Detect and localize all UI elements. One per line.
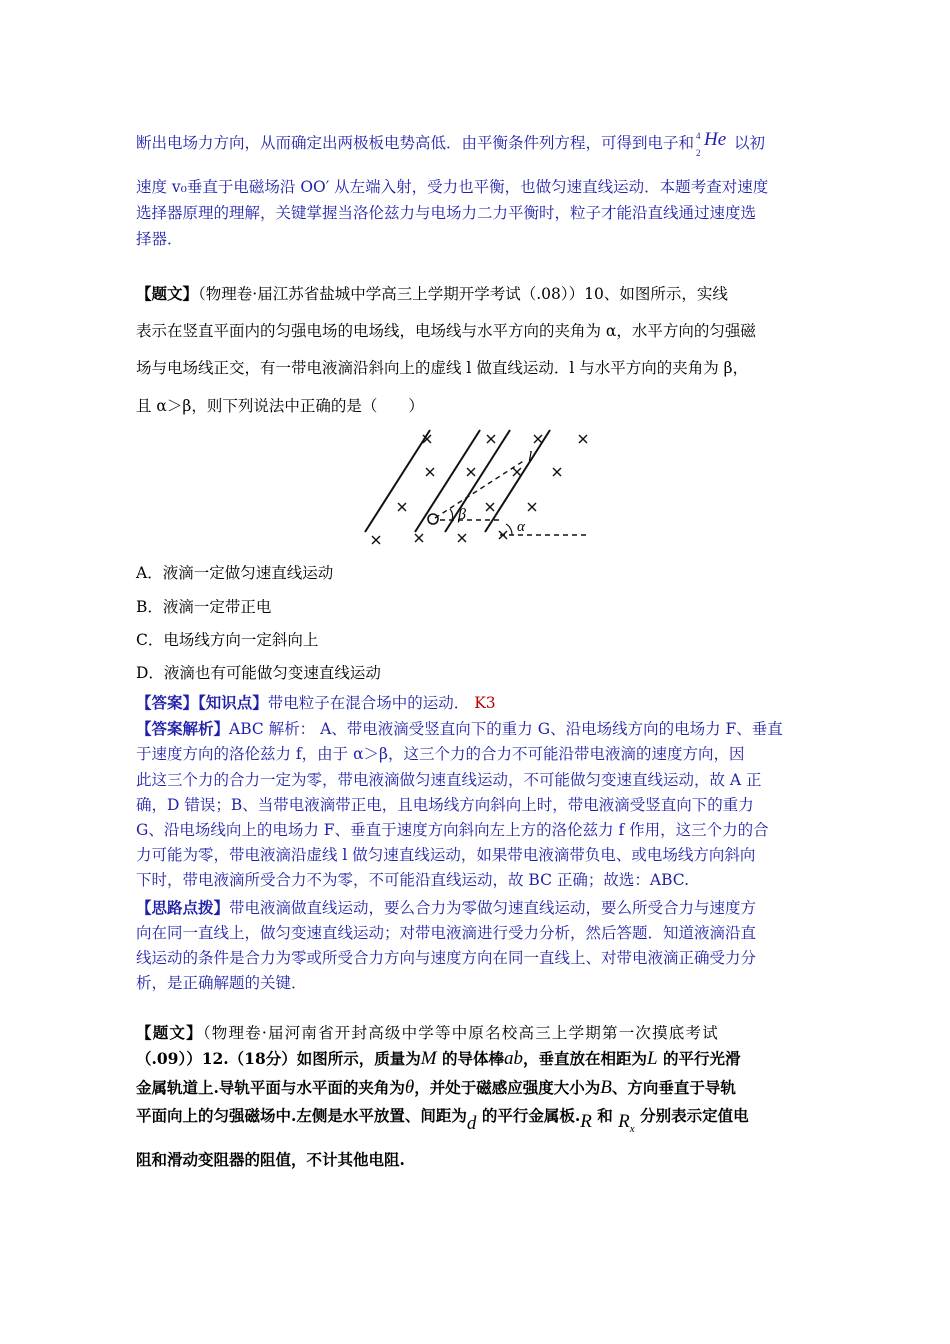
beta-arc bbox=[450, 509, 453, 520]
q12-text: 的导体棒 bbox=[442, 1049, 505, 1068]
hint-line-2: 向在同一直线上，做匀变速直线运动；对带电液滴进行受力分析，然后答题．知道液滴沿直 bbox=[136, 924, 757, 942]
field-symbol: B bbox=[600, 1077, 612, 1098]
q10-source: （物理卷·届江苏省盐城中学高三上学期开学考试（.08））10、如图所示，实线 bbox=[198, 285, 728, 303]
alpha-arc bbox=[506, 524, 512, 535]
label-alpha: α bbox=[517, 519, 525, 535]
analysis-text: 断出电场力方向，从而确定出两极板电势高低．由平衡条件列方程，可得到电子和 bbox=[136, 134, 695, 152]
element-symbol: He bbox=[704, 129, 727, 150]
q12-text: 、方向垂直于导轨 bbox=[611, 1078, 736, 1097]
explain-line-2: 于速度方向的洛伦兹力 f，由于 α＞β，这三个力的合力不可能沿带电液滴的速度方向，因 bbox=[136, 745, 745, 763]
analysis-line-4: 择器． bbox=[136, 230, 183, 248]
explain-text: ABC 解析： A、带电液滴受竖直向下的重力 G、沿电场线方向的电场力 F、垂直 bbox=[229, 720, 783, 738]
explain-line-4: 确，D 错误；B、当带电液滴带正电，且电场线方向斜向上时，带电液滴受竖直向下的重力 bbox=[136, 796, 754, 814]
q10-line-2: 表示在竖直平面内的匀强电场的电场线，电场线与水平方向的夹角为 α，水平方向的匀强磁 bbox=[136, 322, 756, 340]
field-line bbox=[415, 430, 480, 532]
hint-text: 带电液滴做直线运动，要么合力为零做匀速直线运动，要么所受合力与速度方 bbox=[229, 899, 757, 917]
helium-nuclide bbox=[694, 129, 734, 158]
hint-line-4: 析，是正确解题的关键． bbox=[136, 974, 307, 992]
answer-line bbox=[136, 693, 496, 713]
option-c: C．电场线方向一定斜向上 bbox=[136, 631, 319, 649]
atomic-number: 2 bbox=[696, 148, 701, 158]
q12-line-4 bbox=[136, 1106, 749, 1133]
q10-line-4: 且 α＞β，则下列说法中正确的是（ ） bbox=[136, 397, 424, 415]
field-line bbox=[485, 430, 550, 532]
q12-text: （.09））12.（18分）如图所示，质量为 bbox=[136, 1049, 421, 1068]
field-diagram bbox=[360, 425, 600, 550]
knowledge-code: K3 bbox=[474, 694, 496, 712]
explain-line-5: G、沿电场线向上的电场力 F、垂直于速度方向斜向左上方的洛伦兹力 f 作用，这三个力的合 bbox=[136, 821, 769, 839]
q10-line-3: 场与电场线正交，有一带电液滴沿斜向上的虚线 l 做直线运动．l 与水平方向的夹角为 β， bbox=[136, 359, 749, 377]
analysis-line-3: 选择器原理的理解，关键掌握当洛伦兹力与电场力二力平衡时，粒子才能沿直线通过速度选 bbox=[136, 204, 757, 222]
option-d: D．液滴也有可能做匀变速直线运动 bbox=[136, 664, 381, 682]
analysis-line-2: 速度 v₀垂直于电磁场沿 OO′ 从左端入射，受力也平衡，也做匀速直线运动．本题考查对速度 bbox=[136, 178, 769, 196]
mass-number: 4 bbox=[696, 131, 701, 141]
option-a: A．液滴一定做匀速直线运动 bbox=[136, 564, 334, 582]
q12-text: ，并处于磁感应强度大小为 bbox=[414, 1078, 601, 1097]
q12-line-3 bbox=[136, 1078, 736, 1098]
explain-line-6: 力可能为零，带电液滴沿虚线 l 做匀速直线运动，如果带电液滴带负电、或电场线方向斜向 bbox=[136, 846, 756, 864]
q12-title-tag: 【题文】 bbox=[136, 1023, 203, 1042]
q12-text: 平面向上的匀强磁场中.左侧是水平放置、间距为 bbox=[136, 1106, 467, 1125]
magnetic-crosses bbox=[372, 435, 587, 544]
angle-symbol: θ bbox=[404, 1077, 415, 1098]
rx-symbol bbox=[618, 1111, 635, 1135]
field-line bbox=[445, 430, 510, 532]
droplet bbox=[428, 514, 438, 524]
option-b: B．液滴一定带正电 bbox=[136, 598, 272, 616]
q12-line-5: 阻和滑动变阻器的阻值，不计其他电阻. bbox=[136, 1150, 405, 1169]
resistor-symbol: R bbox=[580, 1111, 592, 1132]
q12-text: 分别表示定值电 bbox=[640, 1106, 749, 1125]
rx-base: R bbox=[618, 1111, 630, 1132]
hint-tag: 【思路点拨】 bbox=[136, 898, 230, 917]
explain-line-3: 此这三个力的合力一定为零，带电液滴做匀速直线运动，不可能做匀变速直线运动，故 A 正 bbox=[136, 771, 762, 789]
q12-text: 的平行金属板. bbox=[481, 1106, 581, 1125]
rod-symbol: ab bbox=[504, 1048, 524, 1069]
q12-source: （物理卷·届河南省开封高级中学等中原名校高三上学期第一次摸底考试 bbox=[202, 1024, 719, 1042]
hint-line-1 bbox=[136, 898, 756, 918]
q12-line-2 bbox=[136, 1049, 741, 1069]
knowledge-point: 带电粒子在混合场中的运动． bbox=[267, 694, 470, 712]
distance-symbol: L bbox=[647, 1048, 658, 1069]
explain-line-7: 下时，带电液滴所受合力不为零，不可能沿直线运动，故 BC 正确；故选：ABC. bbox=[136, 871, 689, 889]
analysis-line-1 bbox=[136, 129, 766, 158]
answer-tag: 【答案】【知识点】 bbox=[136, 693, 268, 712]
q12-text: 和 bbox=[597, 1106, 613, 1125]
explain-line-1 bbox=[136, 719, 783, 739]
q12-text: 的平行光滑 bbox=[663, 1049, 741, 1068]
q12-line-1 bbox=[136, 1023, 719, 1043]
rx-subscript: x bbox=[629, 1122, 635, 1135]
gap-symbol: d bbox=[466, 1113, 477, 1134]
q12-text: 金属轨道上.导轨平面与水平面的夹角为 bbox=[136, 1078, 405, 1097]
q10-title-tag: 【题文】 bbox=[136, 284, 199, 303]
analysis-text: 以初 bbox=[734, 134, 766, 152]
hint-line-3: 线运动的条件是合力为零或所受合力方向与速度方向在同一直线上、对带电液滴正确受力分 bbox=[136, 949, 757, 967]
field-line bbox=[365, 430, 430, 532]
explain-tag: 【答案解析】 bbox=[136, 719, 230, 738]
q12-text: ，垂直放在相距为 bbox=[523, 1049, 648, 1068]
q10-line-1 bbox=[136, 284, 728, 304]
label-l: l bbox=[528, 449, 533, 465]
label-beta: β bbox=[458, 506, 466, 523]
mass-symbol: M bbox=[420, 1048, 437, 1069]
